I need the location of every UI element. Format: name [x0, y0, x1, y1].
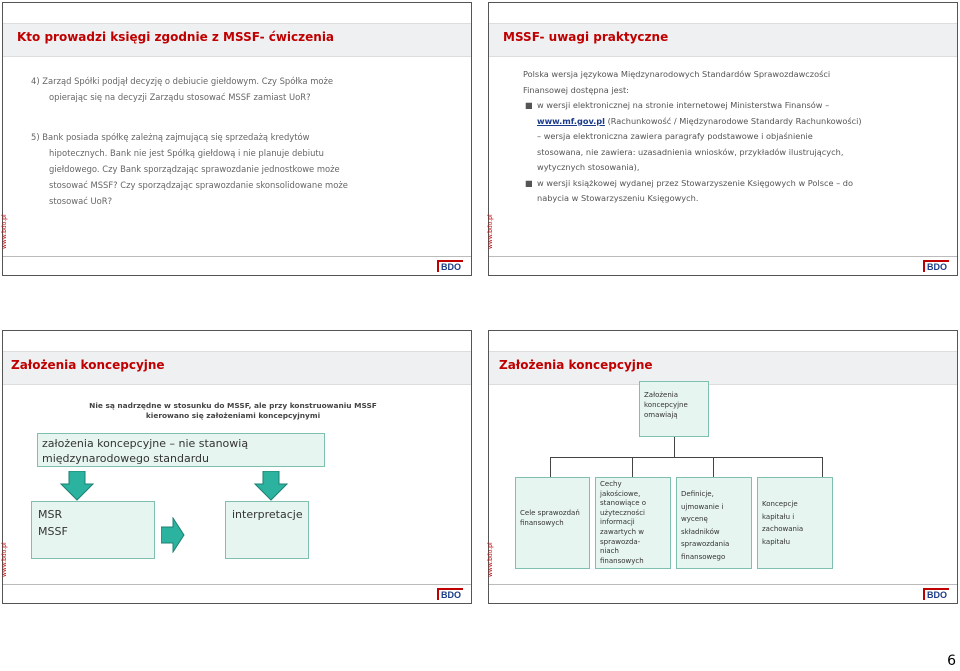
warning-note	[23, 401, 443, 421]
text-line: sprawozda-	[600, 537, 641, 546]
text-line: stanowiące o	[600, 499, 647, 508]
slide-4	[488, 330, 958, 604]
concept-child-box	[757, 477, 833, 569]
bdo-logo: BDO	[437, 260, 463, 272]
footer-line	[3, 584, 471, 585]
connector-line	[713, 457, 714, 477]
slide-body	[31, 73, 451, 209]
website-side-text: www.bdo.pl	[487, 214, 494, 249]
slide-body	[523, 67, 943, 207]
top-concept-box	[639, 381, 709, 437]
text-line: Założenia	[644, 391, 679, 399]
bullet-icon: ■	[525, 100, 533, 110]
footer-line	[3, 256, 471, 257]
text-line: w wersji książkowej wydanej przez Stowarzyszenie Księgowych w Polsce – do	[537, 177, 854, 188]
text-line: finansowego	[681, 552, 726, 561]
slide-title: MSSF- uwagi praktyczne	[503, 30, 669, 44]
text-line: międzynarodowego standardu	[42, 452, 209, 465]
text-line: w wersji elektronicznej na stronie internetowej Ministerstwa Finansów –	[537, 100, 830, 110]
text-line: informacji	[600, 518, 635, 527]
text-line: Cele sprawozdań	[520, 509, 580, 517]
slide-1	[2, 2, 472, 276]
text-line: jakościowe,	[600, 489, 641, 498]
connector-line	[822, 457, 823, 477]
text-line: założenia koncepcyjne – nie stanowią	[42, 437, 249, 450]
text-line: sprawozdania	[681, 540, 730, 548]
text-line: użyteczności	[600, 508, 645, 517]
footer-line	[489, 584, 957, 585]
text-line: Polska wersja językowa Międzynarodowych Standardów Sprawozdawczości	[523, 69, 831, 79]
text-line: ujmowanie i	[681, 502, 724, 511]
left-arrow-icon	[161, 517, 185, 553]
concept-child-box	[595, 477, 671, 569]
connector-line	[550, 457, 823, 458]
text-line: giełdowego. Czy Bank sporządzając sprawozdanie jednostkowe może	[49, 164, 340, 174]
slide-title: Założenia koncepcyjne	[11, 358, 165, 372]
text-line: Finansowej dostępna jest:	[523, 84, 629, 95]
footer-line	[489, 256, 957, 257]
text-line: stosować UoR?	[49, 196, 113, 206]
text-line: zawartych w	[600, 527, 644, 536]
concept-child-box	[676, 477, 752, 569]
interpretations-box	[225, 501, 309, 559]
list-item	[523, 176, 943, 207]
bdo-logo: BDO	[437, 588, 463, 600]
text-line: zachowania	[762, 525, 804, 533]
down-arrow-icon	[59, 471, 95, 501]
text-line: MSR	[38, 508, 63, 521]
text-line: hipotecznych. Bank nie jest Spółką giełdową i nie planuje debiutu	[49, 148, 324, 158]
text-line: Nie są nadrzędne w stosunku do MSSF, ale przy konstruowaniu MSSF	[89, 401, 377, 410]
text-line: nabycia w Stowarzyszeniu Księgowych.	[537, 193, 699, 203]
text-line: 4) Zarząd Spółki podjął decyzję o debiucie giełdowym. Czy Spółka może	[31, 76, 334, 86]
connector-line	[674, 437, 675, 457]
mf-gov-link[interactable]: www.mf.gov.pl	[537, 115, 605, 126]
text-line: www.mf.gov.pl (Rachunkowość / Międzynarodowe Standardy Rachunkowości)	[537, 115, 862, 126]
down-arrow-icon	[253, 471, 289, 501]
msr-mssf-box	[31, 501, 155, 559]
website-side-text: www.bdo.pl	[487, 542, 494, 577]
concept-child-box	[515, 477, 590, 569]
text-line: kapitału i	[762, 512, 795, 521]
text-line: kapitału	[762, 537, 791, 546]
bullet-icon: ■	[525, 177, 533, 188]
text-line: niach	[600, 547, 619, 556]
slide-title: Założenia koncepcyjne	[499, 358, 653, 372]
text-line: Definicje,	[681, 490, 714, 498]
connector-line	[632, 457, 633, 477]
slide-2	[488, 2, 958, 276]
bdo-logo: BDO	[923, 260, 949, 272]
text-line: wytycznych stosowania),	[537, 162, 640, 172]
text-line: – wersja elektroniczna zawiera paragrafy podstawowe i objaśnienie	[537, 131, 813, 141]
text-line: Koncepcje	[762, 500, 798, 508]
text-line: MSSF	[38, 525, 68, 538]
slide-title: Kto prowadzi księgi zgodnie z MSSF- ćwiczenia	[17, 30, 335, 44]
bdo-logo: BDO	[923, 588, 949, 600]
text-line: opierając się na decyzji Zarządu stosować MSSF zamiast UoR?	[49, 92, 311, 102]
list-item	[523, 98, 943, 176]
text-line: składników	[681, 527, 720, 536]
text-line: omawiają	[644, 411, 678, 419]
text-line: finansowych	[600, 556, 644, 565]
text-line: wycenę	[681, 515, 708, 523]
page-number: 6	[947, 653, 956, 669]
concept-box	[37, 433, 325, 467]
text-line: koncepcyjne	[644, 401, 688, 409]
connector-line	[550, 457, 551, 477]
slide-3	[2, 330, 472, 604]
website-side-text: www.bdo.pl	[1, 542, 8, 577]
text-line: finansowych	[520, 519, 564, 527]
website-side-text: www.bdo.pl	[1, 214, 8, 249]
text-line: stosować MSSF? Czy sporządzając sprawozdanie skonsolidowane może	[49, 180, 348, 190]
text-line: interpretacje	[232, 508, 303, 521]
text-line: kierowano się założeniami koncepcyjnymi	[145, 411, 321, 420]
text-line: Cechy	[600, 480, 622, 488]
text-line: 5) Bank posiada spółkę zależną zajmującą się sprzedażą kredytów	[31, 132, 310, 142]
text-line: stosowana, nie zawiera: uzasadnienia wniosków, przykładów ilustrujących,	[537, 146, 844, 157]
